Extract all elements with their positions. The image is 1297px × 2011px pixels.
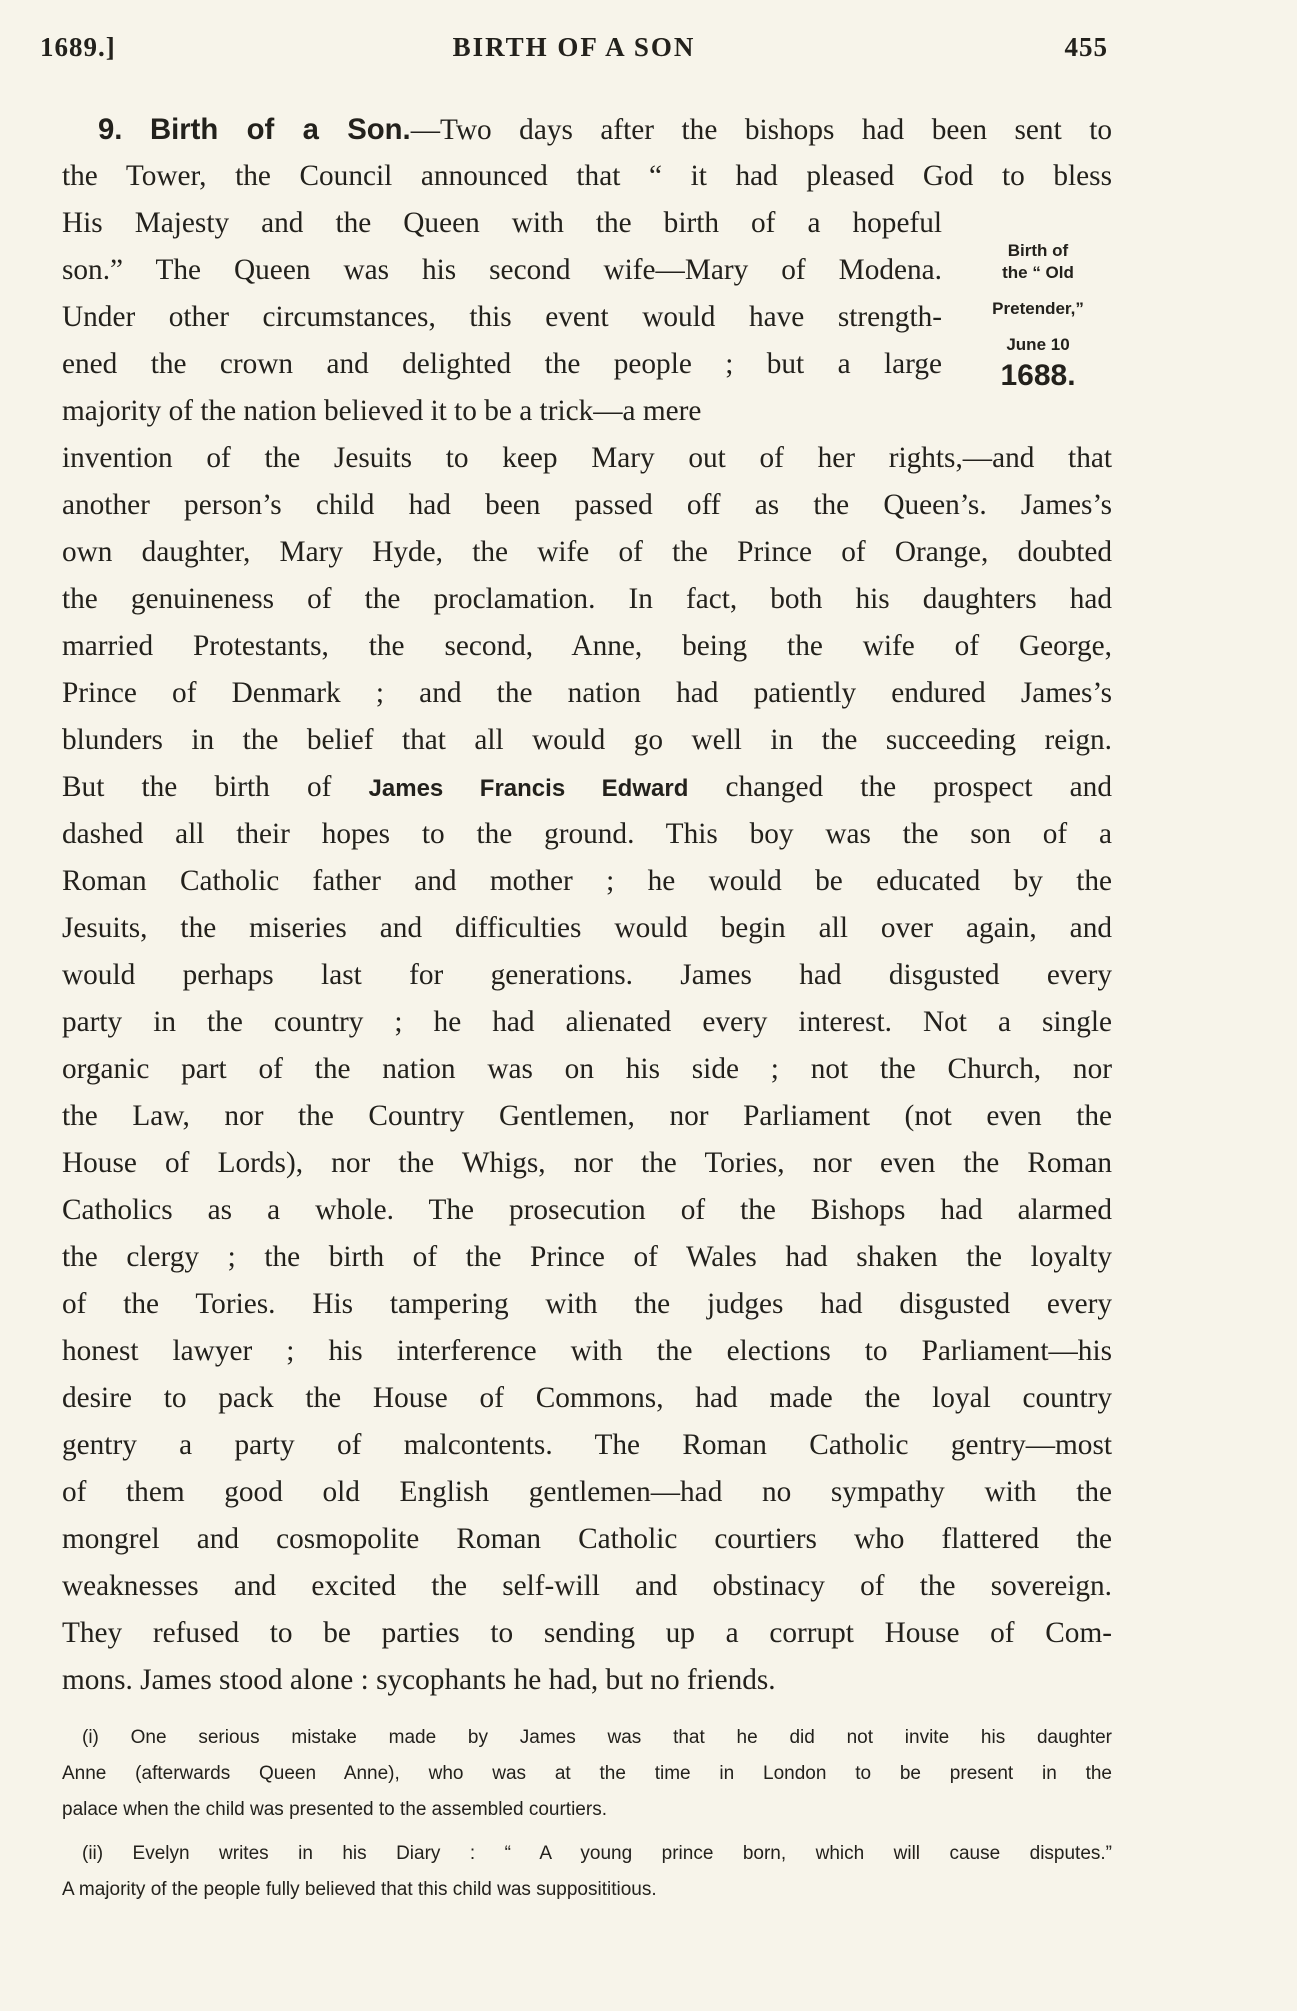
text-line: Prince of Denmark ; and the nation had patiently endured James’s — [62, 677, 1112, 709]
text-line: the Tower, the Council announced that “ it had pleased God to bless — [62, 160, 1112, 192]
text-line: married Protestants, the second, Anne, being the wife of George, — [62, 630, 1112, 662]
text-line: own daughter, Mary Hyde, the wife of the Prince of Orange, doubted — [62, 536, 1112, 568]
text-line: the Law, nor the Country Gentlemen, nor Parliament (not even the — [62, 1100, 1112, 1132]
text-line: majority of the nation believed it to be a trick—a mere — [62, 395, 702, 427]
footnote-line: A majority of the people fully believed that this child was supposititious. — [62, 1879, 657, 1900]
header-title: BIRTH OF A SON — [452, 32, 696, 62]
header-year: 1689.] — [40, 32, 116, 62]
running-header — [40, 32, 1108, 72]
footnotes — [62, 1720, 1112, 1908]
text-line: But the birth of James Francis Edward changed the prospect and — [62, 771, 1112, 803]
text-line: Jesuits, the miseries and difficulties would begin all over again, and — [62, 912, 1112, 944]
text-line: dashed all their hopes to the ground. This boy was the son of a — [62, 818, 1112, 850]
text-line: honest lawyer ; his interference with the elections to Parliament—his — [62, 1335, 1112, 1367]
text-line: the genuineness of the proclamation. In fact, both his daughters had — [62, 583, 1112, 615]
text-line: Under other circumstances, this event would have strength- — [62, 301, 942, 333]
text-line: of the Tories. His tampering with the judges had disgusted every — [62, 1288, 1112, 1320]
footnote-line: (ii) Evelyn writes in his Diary : “ A young prince born, which will cause disputes.” — [82, 1843, 1112, 1864]
margin-note-line: June 10 — [1006, 335, 1070, 354]
text-line: They refused to be parties to sending up a corrupt House of Com- — [62, 1617, 1112, 1649]
text-line: party in the country ; he had alienated every interest. Not a single — [62, 1006, 1112, 1038]
text-line: gentry a party of malcontents. The Roman Catholic gentry—most — [62, 1429, 1112, 1461]
text-line: son.” The Queen was his second wife—Mary of Modena. — [62, 254, 942, 286]
text-line: of them good old English gentlemen—had no sympathy with the — [62, 1476, 1112, 1508]
text-line: weaknesses and excited the self-will and obstinacy of the sovereign. — [62, 1570, 1112, 1602]
text-line: House of Lords), nor the Whigs, nor the Tories, nor even the Roman — [62, 1147, 1112, 1179]
margin-note-line: the “ Old — [1002, 263, 1074, 282]
text-line: His Majesty and the Queen with the birth of a hopeful — [62, 207, 942, 239]
page-number: 455 — [1064, 32, 1108, 62]
main-text — [62, 106, 1112, 1704]
margin-note-year: 1688. — [1000, 359, 1076, 392]
text-line: invention of the Jesuits to keep Mary out of her rights,—and that — [62, 442, 1112, 474]
footnote-line: (i) One serious mistake made by James was that he did not invite his daughter — [82, 1727, 1112, 1748]
text-line: the clergy ; the birth of the Prince of Wales had shaken the loyalty — [62, 1241, 1112, 1273]
text-line: another person’s child had been passed off as the Queen’s. James’s — [62, 489, 1112, 521]
text-line: mons. James stood alone : sycophants he had, but no friends. — [62, 1664, 776, 1696]
margin-note-line: Pretender,” — [992, 299, 1084, 318]
text-line: would perhaps last for generations. James had disgusted every — [62, 959, 1112, 991]
section-number: 9. — [98, 113, 123, 146]
text-line: 9. Birth of a Son.—Two days after the bishops had been sent to — [98, 113, 1113, 146]
section-title: Birth of a Son. — [149, 113, 411, 146]
text-line: desire to pack the House of Commons, had made the loyal country — [62, 1382, 1112, 1414]
footnote-line: Anne (afterwards Queen Anne), who was at the time in London to be present in the — [62, 1763, 1112, 1784]
margin-note-line: Birth of — [1007, 241, 1069, 260]
text-line: Roman Catholic father and mother ; he would be educated by the — [62, 865, 1112, 897]
text-line: mongrel and cosmopolite Roman Catholic courtiers who flattered the — [62, 1523, 1112, 1555]
person-name: James Francis Edward — [368, 775, 689, 802]
text-line: blunders in the belief that all would go well in the succeeding reign. — [62, 724, 1112, 756]
text-line: Catholics as a whole. The prosecution of the Bishops had alarmed — [62, 1194, 1112, 1226]
text-line: ened the crown and delighted the people ; but a large — [62, 348, 942, 380]
footnote-line: palace when the child was presented to the assembled courtiers. — [62, 1799, 607, 1820]
text-line: organic part of the nation was on his side ; not the Church, nor — [62, 1053, 1112, 1085]
